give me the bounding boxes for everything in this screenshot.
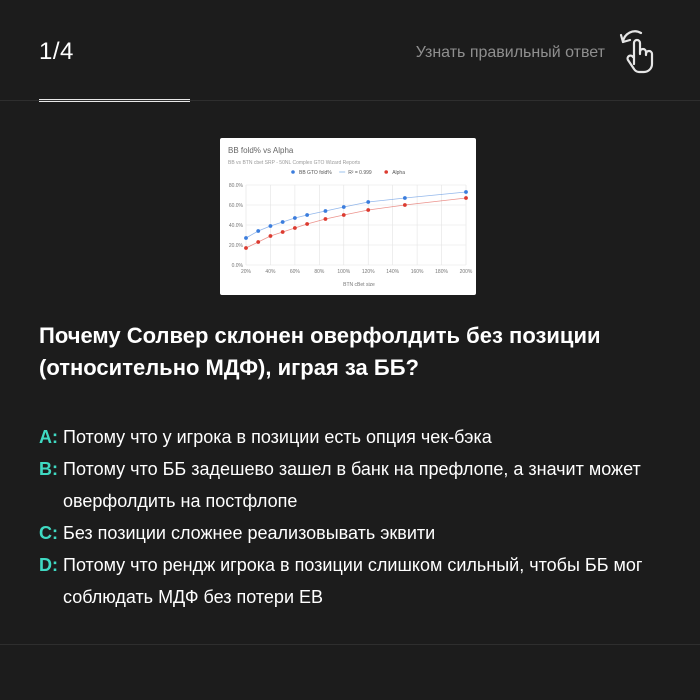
answer-option-d[interactable] [39,549,679,613]
answer-option-b[interactable] [39,453,679,517]
chart-point [366,200,370,204]
chart-x-tick-label: 20% [240,269,252,275]
chart-legend-label: BB GTO fold% [299,169,332,176]
answer-text: Без позиции сложнее реализовывать эквити [63,523,436,543]
chart-y-tick-label: 40.0% [228,222,243,229]
chart-point [305,213,309,217]
answer-option-c[interactable] [39,517,679,549]
chart-title: BB fold% vs Alpha [228,146,294,155]
chart-x-tick-label: 80% [314,269,325,275]
chart-point [256,240,260,244]
chart-point [293,216,297,220]
chart-subtitle: BB vs BTN cbet SRP - 50NL Complex GTO Wizard Reports [228,160,361,166]
chart-legend-label: R² = 0.999 [348,169,372,176]
chart-x-tick-label: 160% [410,269,424,275]
question-text: Почему Солвер склонен оверфолдить без позиции (относительно МДФ), играя за ББ? [39,323,601,380]
chart-x-tick-label: 140% [386,269,400,275]
chart-legend-swatch [291,170,295,174]
chart-point [256,229,260,233]
chart-point [324,209,328,213]
chart-x-tick-label: 120% [361,269,375,275]
chart-point [366,208,370,212]
footer-divider [0,644,700,645]
reveal-answer-link[interactable]: Узнать правильный ответ [415,44,605,61]
chart-y-tick-label: 80.0% [228,182,243,189]
chart-point [269,234,273,238]
answer-letter: D: [39,555,58,575]
chart-x-tick-label: 100% [337,269,351,275]
chart-point [281,220,285,224]
chart-x-tick-label: 200% [459,269,473,275]
chart-x-tick-label: 60% [289,269,300,275]
header-divider [0,100,700,101]
answer-option-a[interactable] [39,421,679,453]
chart-point [244,236,248,240]
chart-point [305,222,309,226]
answer-letter: C: [39,523,58,543]
answer-letter: A: [39,427,58,447]
chart-point [342,205,346,209]
chart-point [281,230,285,234]
chart-y-tick-label: 0.0% [231,262,243,269]
answer-text: Потому что у игрока в позиции есть опция чек-бэка [63,427,492,447]
answer-text: Потому что рендж игрока в позиции слишком сильный, чтобы ББ мог соблюдать МДФ без потери EB [63,555,643,607]
chart-y-tick-label: 20.0% [228,242,243,249]
chart-point [464,196,468,200]
bb-fold-vs-alpha-chart [220,138,476,295]
chart-legend-swatch [384,170,388,174]
chart-point [403,196,407,200]
chart-card [220,138,476,295]
question-counter: 1/4 [39,38,74,65]
chart-trendline [246,192,466,238]
chart-y-tick-label: 60.0% [228,202,243,209]
chart-point [244,246,248,250]
answer-list [39,421,679,613]
chart-point [293,226,297,230]
tap-icon[interactable] [617,28,659,74]
chart-x-axis-label: BTN cBet size [343,282,375,288]
chart-point [324,217,328,221]
answer-text: Потому что ББ задешево зашел в банк на префлопе, а значит может оверфолдить на постфлопе [63,459,641,511]
chart-point [403,203,407,207]
chart-x-tick-label: 40% [265,269,276,275]
answer-letter: B: [39,459,58,479]
chart-point [342,213,346,217]
chart-point [269,224,273,228]
chart-x-tick-label: 180% [435,269,448,275]
chart-point [464,190,468,194]
chart-legend-label: Alpha [392,169,405,176]
